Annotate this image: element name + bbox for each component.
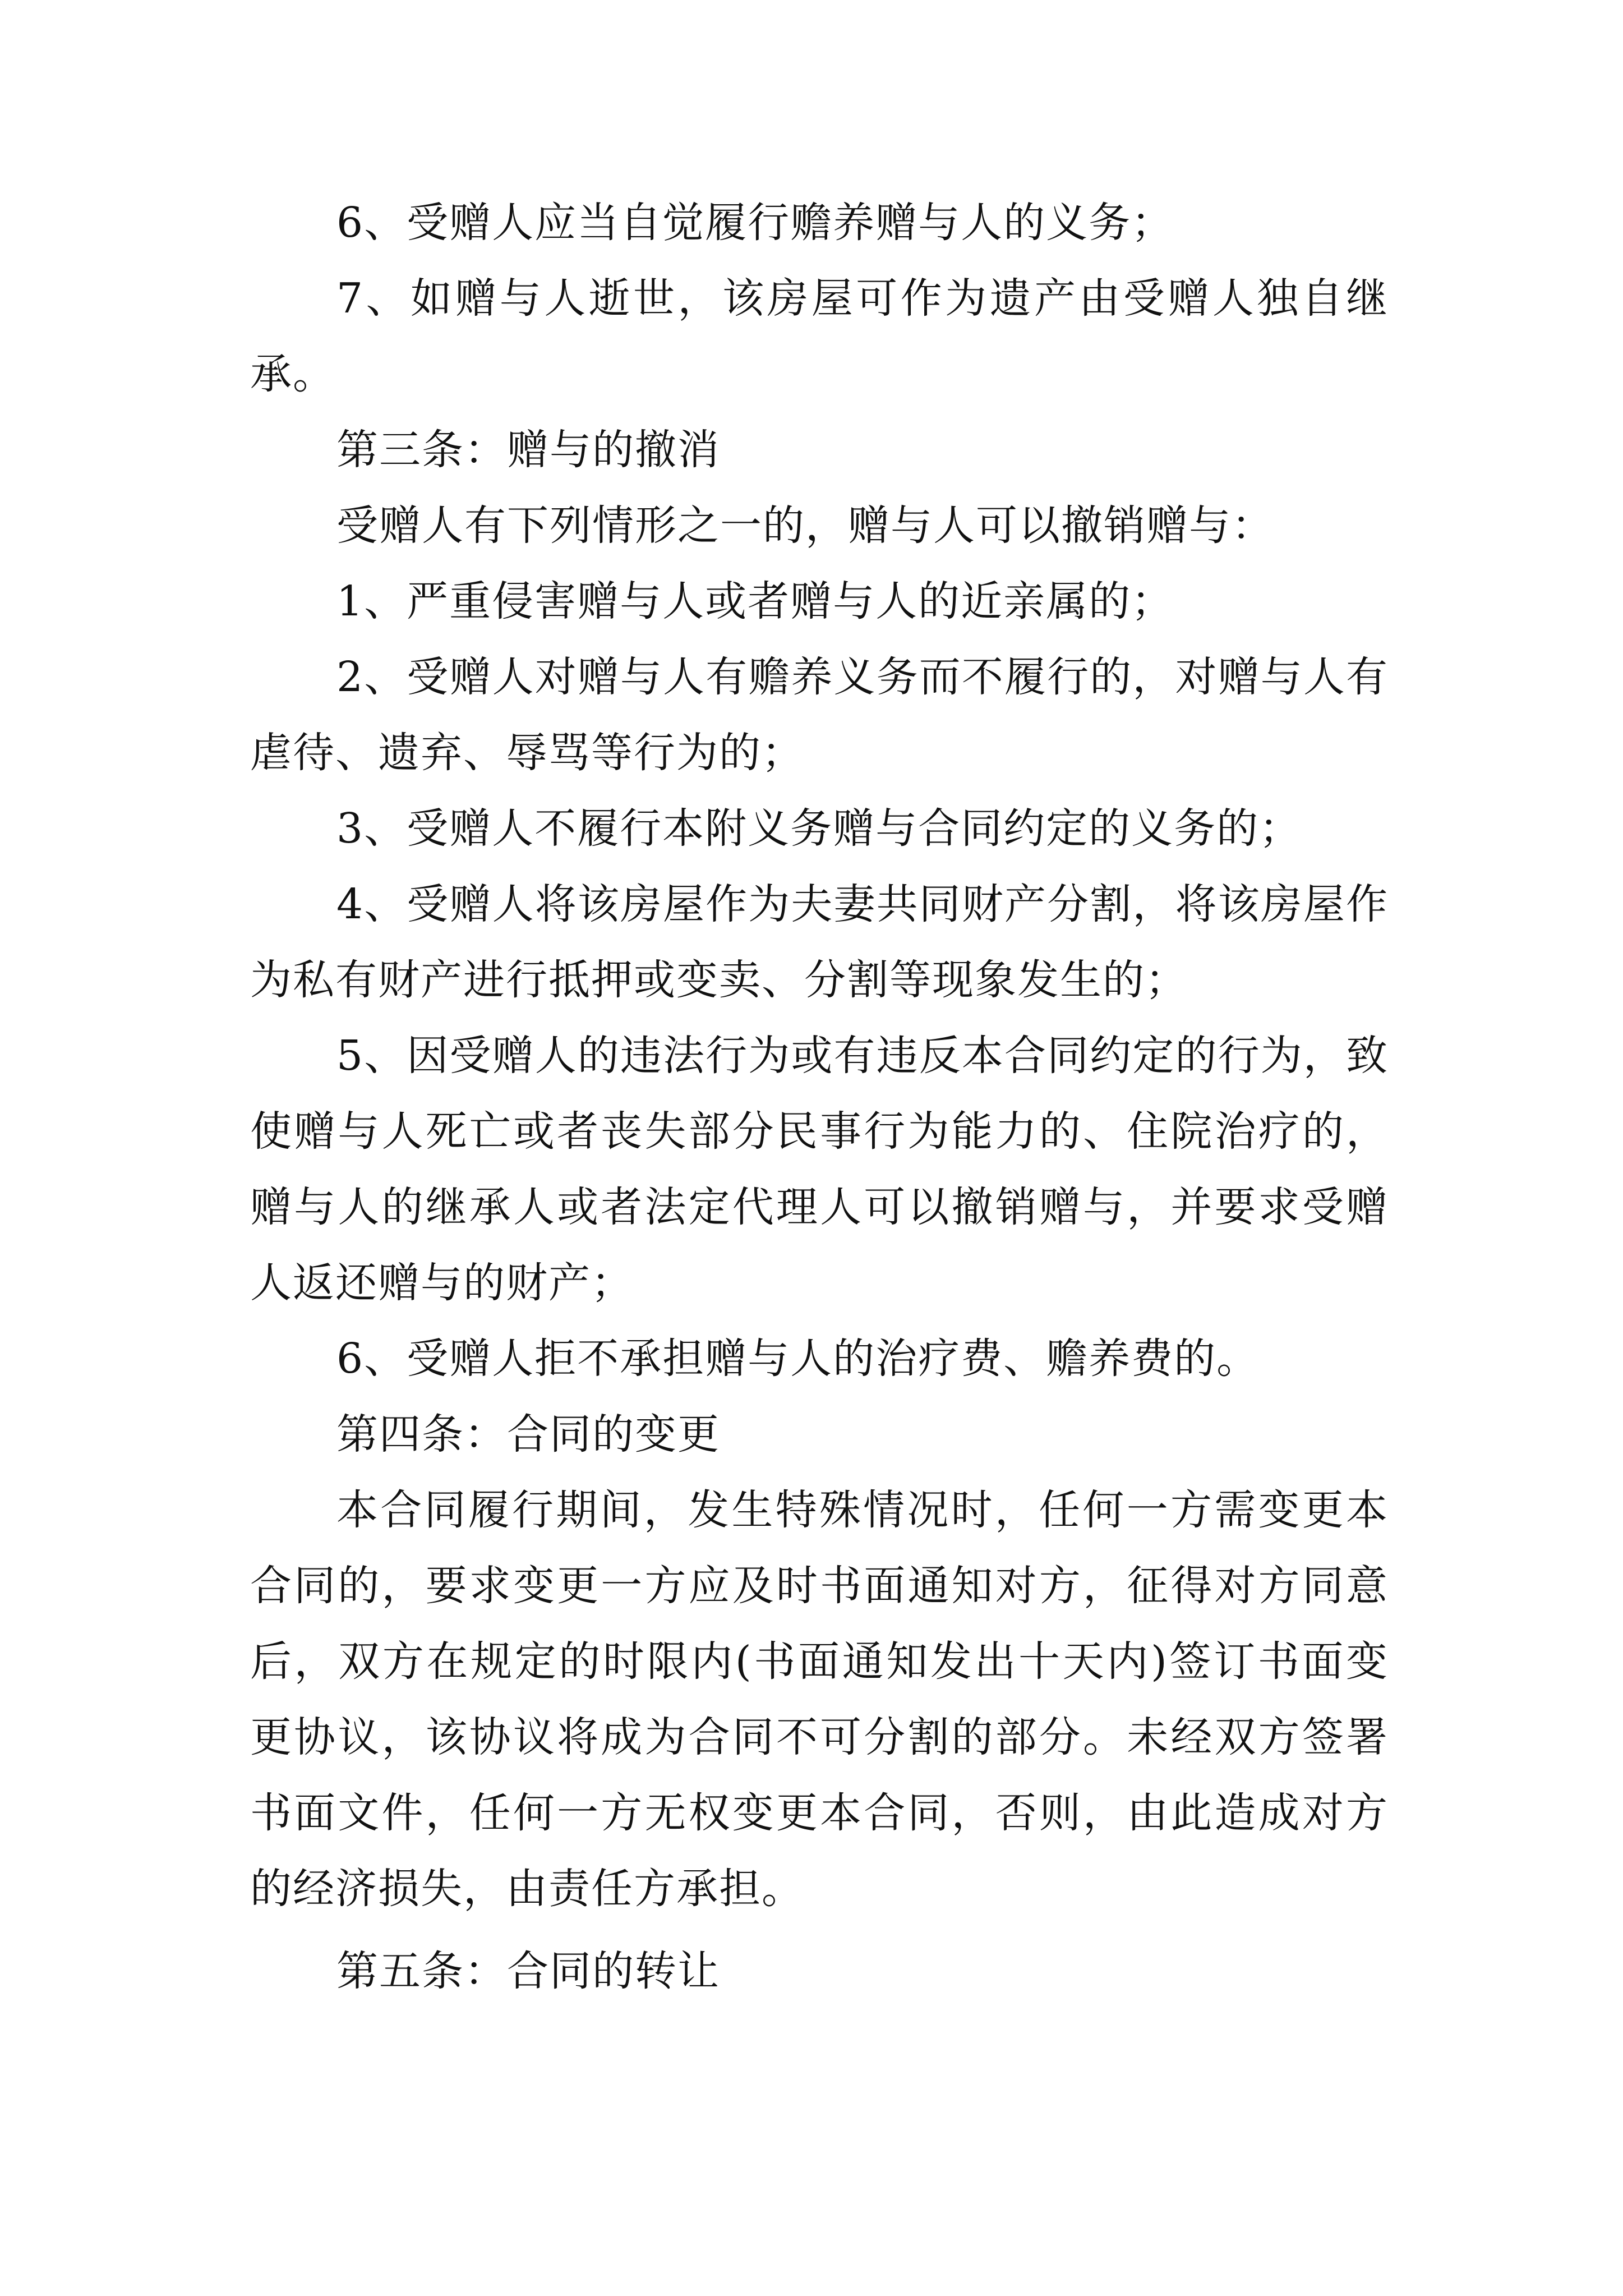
clause-paragraph: 6、受赠人应当自觉履行赡养赠与人的义务； bbox=[336, 199, 1174, 247]
clause-paragraph: 1、严重侵害赠与人或者赠与人的近亲属的； bbox=[336, 577, 1174, 625]
clause-paragraph: 5、因受赠人的违法行为或有违反本合同约定的行为，致使赠与人死亡或者丧失部分民事行为能力的、住院治疗的，赠与人的继承人或者法定代理人可以撤销赠与，并要求受赠人返还赠与的财产； bbox=[250, 1032, 1389, 1307]
section-heading: 第四条：合同的变更 bbox=[336, 1410, 720, 1458]
clause-paragraph: 2、受赠人对赠与人有赡养义务而不履行的，对赠与人有虐待、遗弃、辱骂等行为的； bbox=[250, 653, 1389, 777]
clause-paragraph: 3、受赠人不履行本附义务赠与合同约定的义务的； bbox=[336, 804, 1302, 853]
clause-paragraph: 受赠人有下列情形之一的，赠与人可以撤销赠与： bbox=[336, 501, 1274, 550]
clause-paragraph: 7、如赠与人逝世，该房屋可作为遗产由受赠人独自继承。 bbox=[250, 274, 1389, 398]
section-heading: 第三条：赠与的撤消 bbox=[336, 426, 720, 474]
document-body bbox=[250, 185, 1389, 2009]
clause-paragraph: 本合同履行期间，发生特殊情况时，任何一方需变更本合同的，要求变更一方应及时书面通知对方，征得对方同意后，双方在规定的时限内(书面通知发出十天内)签订书面变更协议，该协议将成为合同不可分割的部分。未经双方签署书面文件，任何一方无权变更本合同，否则，由此造成对方的经济损失，由责任方承担。 bbox=[250, 1486, 1389, 1913]
clause-paragraph: 4、受赠人将该房屋作为夫妻共同财产分割，将该房屋作为私有财产进行抵押或变卖、分割等现象发生的； bbox=[250, 880, 1389, 1004]
clause-paragraph: 6、受赠人拒不承担赠与人的治疗费、赡养费的。 bbox=[336, 1335, 1260, 1383]
section-heading: 第五条：合同的转让 bbox=[336, 1947, 720, 1995]
